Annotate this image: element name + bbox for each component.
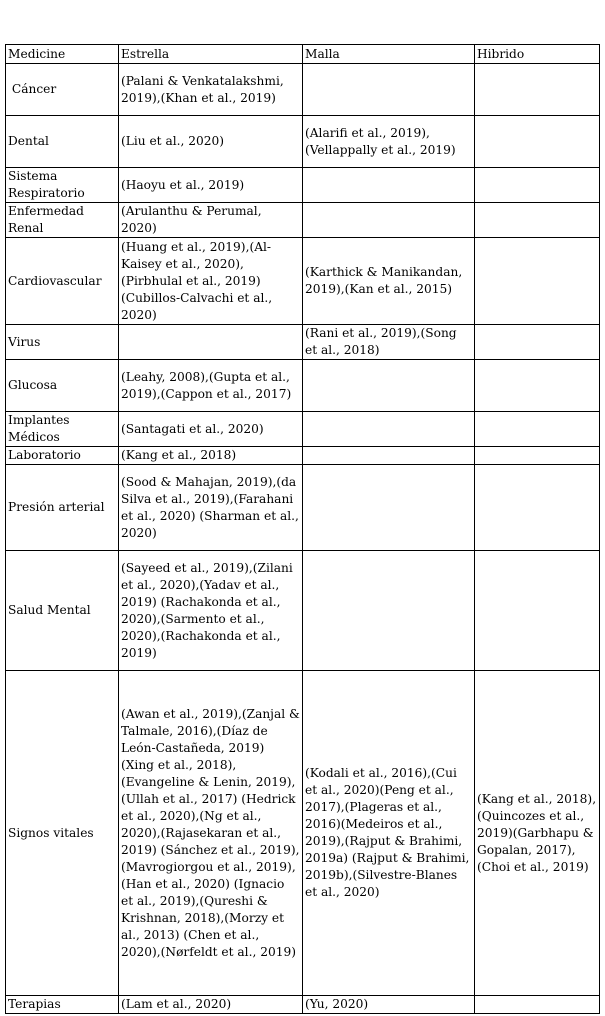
cell-estrella: (Haoyu et al., 2019) — [119, 168, 303, 203]
table-row — [6, 996, 600, 1014]
cell-estrella: (Huang et al., 2019),(Al-Kaisey et al., 2020),(Pirbhulal et al., 2019) (Cubillos-Calvachi et al., 2020) — [119, 238, 303, 325]
table-row — [6, 551, 600, 671]
cell-malla — [303, 551, 475, 671]
cell-hibrido: (Kang et al., 2018),(Quincozes et al., 2019)(Garbhapu & Gopalan, 2017),(Choi et al., 2019) — [475, 671, 600, 996]
cell-malla: (Karthick & Manikandan, 2019),(Kan et al., 2015) — [303, 238, 475, 325]
cell-medicine: Laboratorio — [6, 447, 119, 465]
table-row — [6, 671, 600, 996]
table-row — [6, 360, 600, 412]
cell-medicine: Terapias — [6, 996, 119, 1014]
table-row — [6, 325, 600, 360]
citations-table — [5, 44, 600, 1014]
table-row — [6, 238, 600, 325]
cell-medicine: Presión arterial — [6, 465, 119, 551]
cell-medicine: Enfermedad Renal — [6, 203, 119, 238]
table-row — [6, 168, 600, 203]
cell-estrella: (Leahy, 2008),(Gupta et al., 2019),(Cappon et al., 2017) — [119, 360, 303, 412]
cell-hibrido — [475, 168, 600, 203]
table-row — [6, 116, 600, 168]
cell-hibrido — [475, 996, 600, 1014]
header-medicine: Medicine — [6, 45, 119, 64]
cell-estrella: (Palani & Venkatalakshmi, 2019),(Khan et al., 2019) — [119, 64, 303, 116]
cell-hibrido — [475, 325, 600, 360]
cell-estrella: (Sayeed et al., 2019),(Zilani et al., 2020),(Yadav et al., 2019) (Rachakonda et al., 2020),(Sarmento et al., 2020),(Rachakonda et al., 2019) — [119, 551, 303, 671]
cell-hibrido — [475, 551, 600, 671]
cell-hibrido — [475, 64, 600, 116]
cell-malla — [303, 203, 475, 238]
cell-medicine: Dental — [6, 116, 119, 168]
cell-estrella: (Awan et al., 2019),(Zanjal & Talmale, 2016),(Díaz de León-Castañeda, 2019) (Xing et al., 2018),(Evangeline & Lenin, 2019),(Ullah et al., 2017) (Hedrick et al., 2020),(Ng et al., 2020),(Rajasekaran et al., 2019) (Sánchez et al., 2019),(Mavrogiorgou et al., 2019),(Han et al., 2020) (Ignacio et al., 2019),(Qureshi & Krishnan, 2018),(Morzy et al., 2013) (Chen et al., 2020),(Nørfeldt et al., 2019) — [119, 671, 303, 996]
cell-malla — [303, 447, 475, 465]
cell-malla — [303, 360, 475, 412]
cell-estrella: (Liu et al., 2020) — [119, 116, 303, 168]
cell-hibrido — [475, 116, 600, 168]
cell-hibrido — [475, 447, 600, 465]
table-row — [6, 203, 600, 238]
cell-estrella: (Santagati et al., 2020) — [119, 412, 303, 447]
header-malla: Malla — [303, 45, 475, 64]
table-row — [6, 465, 600, 551]
cell-hibrido — [475, 203, 600, 238]
cell-estrella — [119, 325, 303, 360]
header-hibrido: Hibrido — [475, 45, 600, 64]
table-row — [6, 64, 600, 116]
table-row — [6, 412, 600, 447]
cell-medicine: Sistema Respiratorio — [6, 168, 119, 203]
cell-hibrido — [475, 360, 600, 412]
cell-medicine: Cáncer — [6, 64, 119, 116]
cell-malla — [303, 465, 475, 551]
cell-hibrido — [475, 412, 600, 447]
cell-medicine: Salud Mental — [6, 551, 119, 671]
cell-malla — [303, 64, 475, 116]
cell-malla — [303, 168, 475, 203]
cell-medicine: Cardiovascular — [6, 238, 119, 325]
cell-estrella: (Arulanthu & Perumal, 2020) — [119, 203, 303, 238]
cell-malla: (Rani et al., 2019),(Song et al., 2018) — [303, 325, 475, 360]
cell-estrella: (Kang et al., 2018) — [119, 447, 303, 465]
cell-estrella: (Sood & Mahajan, 2019),(da Silva et al., 2019),(Farahani et al., 2020) (Sharman et al., 2020) — [119, 465, 303, 551]
cell-hibrido — [475, 238, 600, 325]
table-header-row — [6, 45, 600, 64]
header-estrella: Estrella — [119, 45, 303, 64]
cell-medicine: Implantes Médicos — [6, 412, 119, 447]
cell-malla: (Kodali et al., 2016),(Cui et al., 2020)(Peng et al., 2017),(Plageras et al., 2016)(Medeiros et al., 2019),(Rajput & Brahimi, 2019a) (Rajput & Brahimi, 2019b),(Silvestre-Blanes et al., 2020) — [303, 671, 475, 996]
cell-malla: (Alarifi et al., 2019),(Vellappally et al., 2019) — [303, 116, 475, 168]
cell-medicine: Virus — [6, 325, 119, 360]
table-row — [6, 447, 600, 465]
cell-estrella: (Lam et al., 2020) — [119, 996, 303, 1014]
cell-malla: (Yu, 2020) — [303, 996, 475, 1014]
cell-hibrido — [475, 465, 600, 551]
cell-medicine: Glucosa — [6, 360, 119, 412]
cell-medicine: Signos vitales — [6, 671, 119, 996]
cell-malla — [303, 412, 475, 447]
